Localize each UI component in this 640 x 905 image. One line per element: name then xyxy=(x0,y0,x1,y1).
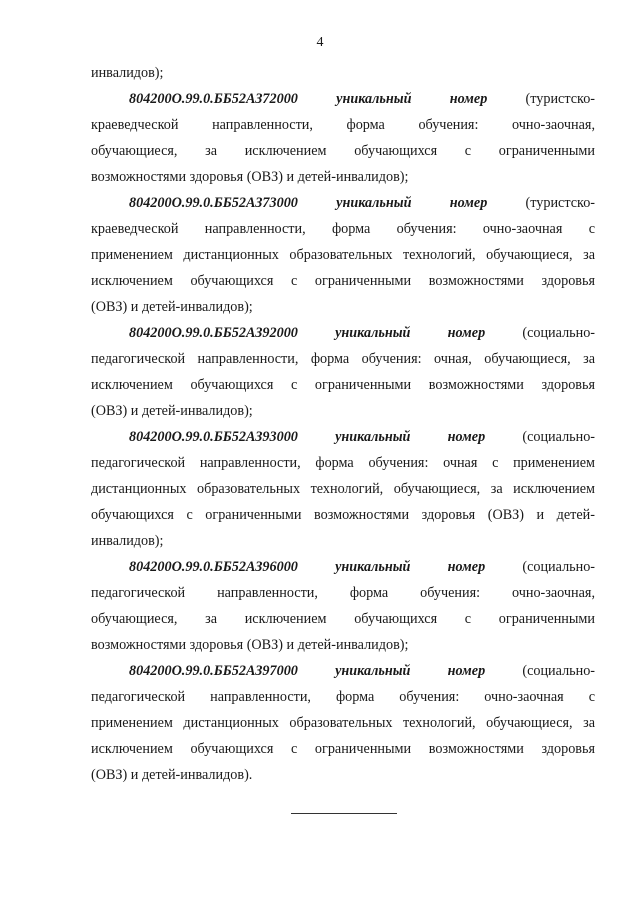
footer-rule xyxy=(291,813,397,814)
entry-text: (социально- xyxy=(522,663,595,679)
entry-first-line xyxy=(91,658,595,684)
entry-text-line: исключением обучающихся с ограниченными возможностями здоровья xyxy=(91,741,595,757)
unique-number-label: уникальный xyxy=(335,663,411,679)
entry-paragraph xyxy=(91,424,595,554)
unique-number-label: уникальный xyxy=(336,195,412,211)
entry-text-line: краеведческой направленности, форма обучения: очно-заочная, xyxy=(91,117,595,133)
entry-text-line: педагогической направленности, форма обучения: очно-заочная, xyxy=(91,585,595,601)
entry-text: (туристско- xyxy=(525,91,595,107)
unique-number-label: номер xyxy=(447,325,486,341)
entry-text-line: инвалидов); xyxy=(91,533,164,549)
entry-text-line: применением дистанционных образовательных технологий, обучающиеся, за xyxy=(91,247,595,263)
entry-text-line: (ОВЗ) и детей-инвалидов); xyxy=(91,403,253,419)
entry-text-line: обучающиеся, за исключением обучающихся с ограниченными xyxy=(91,143,595,159)
unique-number-label: номер xyxy=(447,429,486,445)
entry-text-line: (ОВЗ) и детей-инвалидов); xyxy=(91,299,253,315)
entry-first-line xyxy=(91,554,595,580)
registry-code: 804200О.99.0.ББ52АЗ93000 xyxy=(129,429,298,445)
unique-number-label: уникальный xyxy=(335,325,411,341)
entry-text-line: педагогической направленности, форма обучения: очная с применением xyxy=(91,455,595,471)
unique-number-label: номер xyxy=(449,91,488,107)
registry-code: 804200О.99.0.ББ52АЗ96000 xyxy=(129,559,298,575)
entry-paragraph xyxy=(91,190,595,320)
entry-text: (социально- xyxy=(522,429,595,445)
entries-list xyxy=(91,86,595,788)
entry-text-line: исключением обучающихся с ограниченными возможностями здоровья xyxy=(91,273,595,289)
unique-number-label: уникальный xyxy=(335,429,411,445)
entry-text-line: исключением обучающихся с ограниченными возможностями здоровья xyxy=(91,377,595,393)
entry-first-line xyxy=(91,424,595,450)
entry-text-line: возможностями здоровья (ОВЗ) и детей-инвалидов); xyxy=(91,169,409,185)
entry-text-line: дистанционных образовательных технологий, обучающиеся, за исключением xyxy=(91,481,595,497)
entry-paragraph xyxy=(91,554,595,658)
unique-number-label: номер xyxy=(447,663,486,679)
page-number: 4 xyxy=(316,35,324,50)
unique-number-label: уникальный xyxy=(336,91,412,107)
entry-text-line: обучающиеся, за исключением обучающихся с ограниченными xyxy=(91,611,595,627)
registry-code: 804200О.99.0.ББ52АЗ73000 xyxy=(129,195,298,211)
entry-text: (социально- xyxy=(522,559,595,575)
entry-text-line: краеведческой направленности, форма обучения: очно-заочная с xyxy=(91,221,595,237)
entry-first-line xyxy=(91,320,595,346)
unique-number-label: номер xyxy=(449,195,488,211)
entry-text: (социально- xyxy=(522,325,595,341)
entry-paragraph xyxy=(91,320,595,424)
entry-text-line: возможностями здоровья (ОВЗ) и детей-инвалидов); xyxy=(91,637,409,653)
entry-paragraph xyxy=(91,86,595,190)
entry-text-line: педагогической направленности, форма обучения: очная, обучающиеся, за xyxy=(91,351,595,367)
entry-text-line: обучающихся с ограниченными возможностями здоровья (ОВЗ) и детей- xyxy=(91,507,595,523)
registry-code: 804200О.99.0.ББ52АЗ97000 xyxy=(129,663,298,679)
entry-first-line xyxy=(91,190,595,216)
document-body xyxy=(91,60,595,788)
entry-text-line: применением дистанционных образовательных технологий, обучающиеся, за xyxy=(91,715,595,731)
entry-first-line xyxy=(91,86,595,112)
registry-code: 804200О.99.0.ББ52АЗ92000 xyxy=(129,325,298,341)
entry-text: (туристско- xyxy=(525,195,595,211)
unique-number-label: номер xyxy=(447,559,486,575)
entry-text-line: педагогической направленности, форма обучения: очно-заочная с xyxy=(91,689,595,705)
unique-number-label: уникальный xyxy=(335,559,411,575)
registry-code: 804200О.99.0.ББ52АЗ72000 xyxy=(129,91,298,107)
entry-text-line: (ОВЗ) и детей-инвалидов). xyxy=(91,767,253,783)
entry-paragraph xyxy=(91,658,595,788)
intro-tail-line: инвалидов); xyxy=(91,65,164,81)
